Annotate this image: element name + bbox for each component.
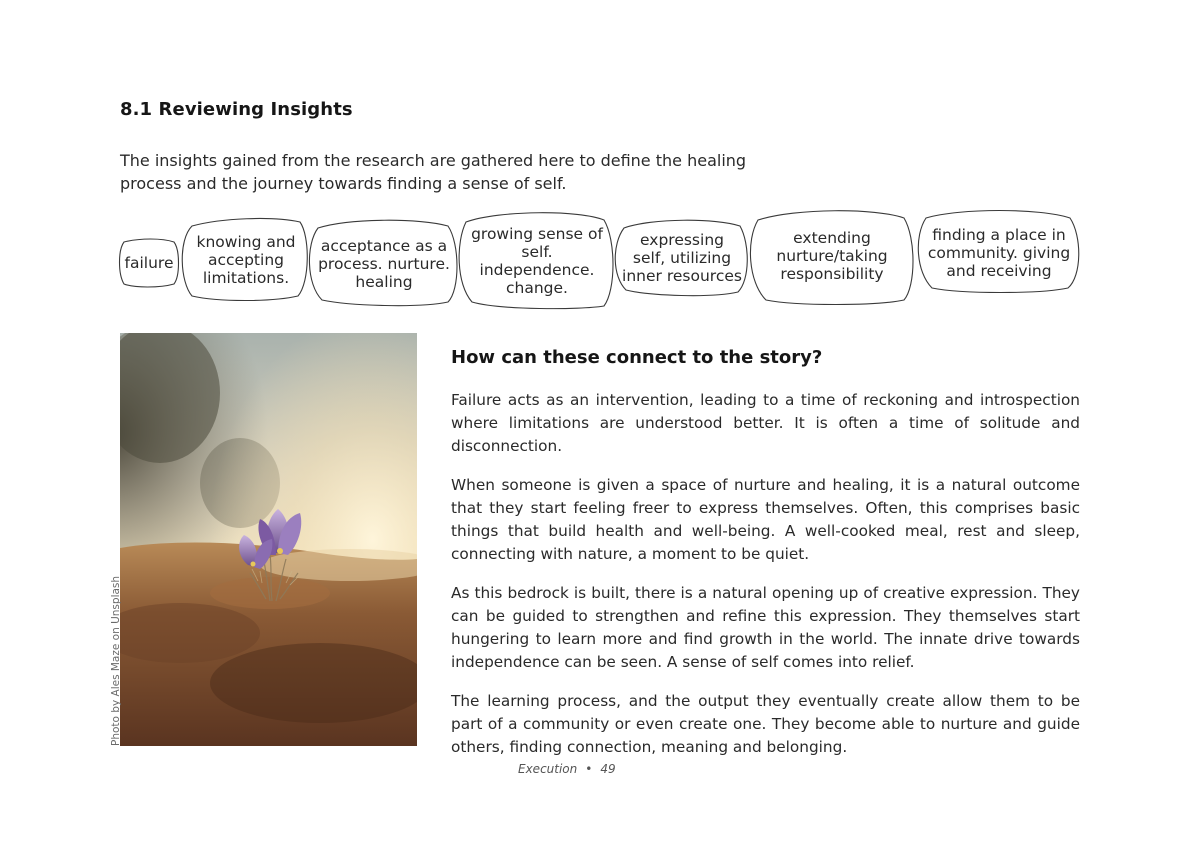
stage-failure — [120, 240, 178, 286]
page-title: 8.1 Reviewing Insights — [120, 99, 353, 120]
page-number: 49 — [600, 762, 616, 776]
stage-growing-self — [462, 216, 612, 306]
stage-acceptance-healing — [314, 224, 454, 304]
photo-credit: Photo by Ales Maze on Unsplash — [110, 575, 122, 746]
stage-label: growing sense of self. independence. change. — [471, 225, 603, 297]
flower-photo — [120, 333, 417, 746]
story-paragraph: Failure acts as an intervention, leading to a time of reckoning and introspection where limitations are understood better. It is often a time of solitude and disconnection. — [451, 391, 1080, 455]
stage-label: expressing self, utilizing inner resources — [622, 231, 742, 285]
stage-expressing-self — [618, 222, 746, 294]
stage-finding-community — [922, 214, 1076, 292]
stage-extending-nurture — [754, 214, 910, 298]
story-body — [451, 389, 1080, 775]
stage-label: acceptance as a process. nurture. healing — [318, 237, 450, 291]
intro-text: The insights gained from the research are gathered here to define the healing process and the journey towards finding a sense of self. — [120, 151, 747, 193]
page-footer — [518, 762, 616, 776]
footer-separator: • — [585, 762, 593, 776]
stage-label: extending nurture/taking responsibility — [776, 229, 888, 283]
story-paragraph: When someone is given a space of nurture and healing, it is a natural outcome that they start feeling freer to express themselves. Often, this comprises basic things that build health and well-being. A well-cooked meal, rest and sleep, connecting with nature, a moment to be quiet. — [451, 476, 1080, 563]
stage-label: failure — [124, 254, 174, 272]
story-paragraph: As this bedrock is built, there is a natural opening up of creative expression. They can be guided to strengthen and refine this expression. They themselves start hungering to learn more and find growth in the world. The innate drive towards independence can be seen. A sense of self comes into relief. — [451, 584, 1080, 671]
stage-knowing-limitations — [186, 222, 306, 298]
stage-label: finding a place in community. giving and receiving — [927, 226, 1071, 280]
footer-section: Execution — [518, 762, 578, 776]
story-heading: How can these connect to the story? — [451, 347, 823, 368]
story-paragraph: The learning process, and the output they eventually create allow them to be part of a community or even create one. They become able to nurture and guide others, finding connection, meaning and belonging. — [451, 692, 1080, 756]
stage-label: knowing and accepting limitations. — [196, 233, 296, 287]
